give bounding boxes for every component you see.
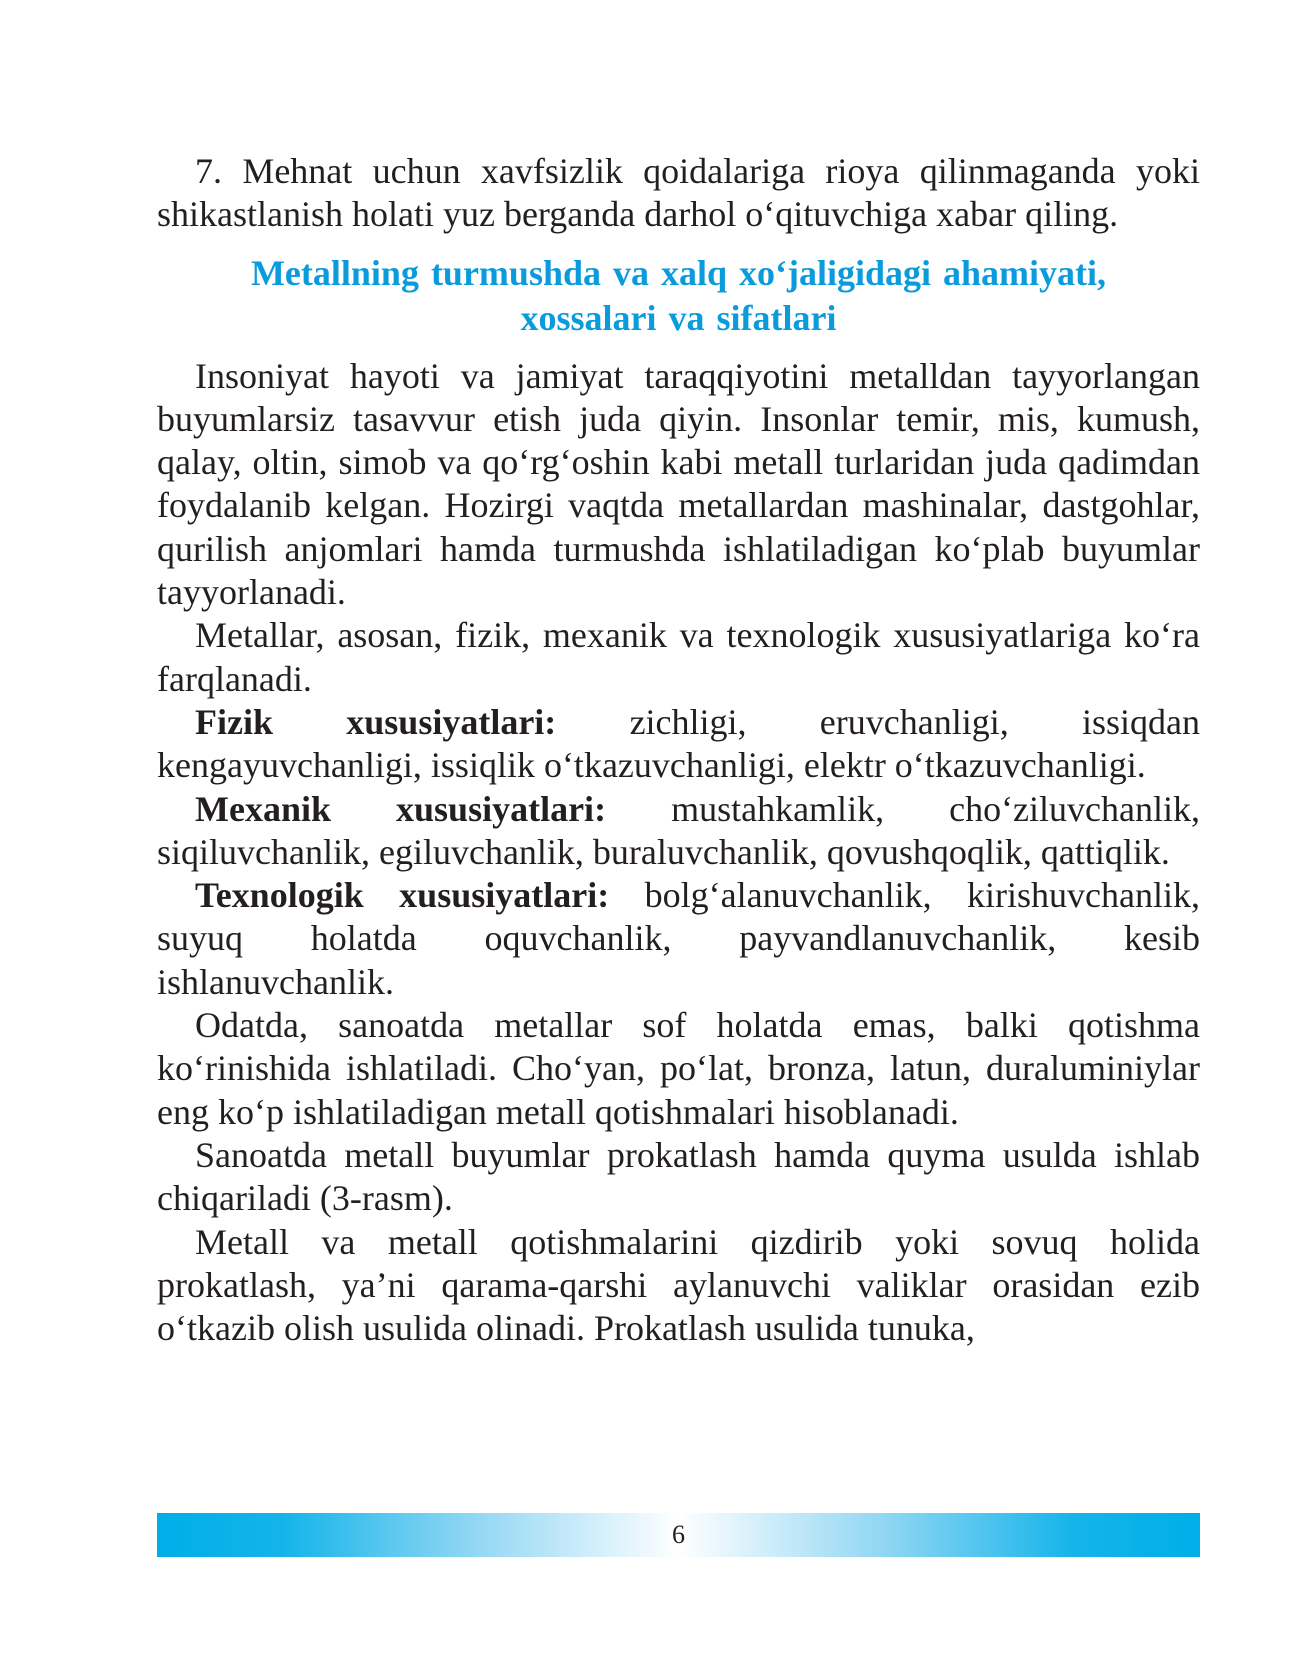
physical-properties-label: Fizik xususiyatlari: — [195, 701, 557, 742]
mechanical-properties-text: mustahkamlik, cho‘ziluvchanlik, siqiluvchanlik, egiluvchanlik, buraluvchanlik, qovushqoqlik, qattiqlik. — [157, 788, 1201, 872]
section-heading — [157, 251, 1200, 341]
section-heading-line-1: Metallning turmushda va xalq xo‘jaligidagi ahamiyati, — [250, 252, 1107, 293]
paragraph-alloys: Odatda, sanoatda metallar sof holatda emas, balki qotishma ko‘rinishida ishlatiladi. Cho‘yan, po‘lat, bronza, latun, duraluminiylar eng ko‘p ishlatiladigan metall qotishmalari hisoblanadi. — [157, 1005, 1200, 1132]
page-body — [157, 150, 1200, 1350]
paragraph-mechanical-properties — [157, 788, 1200, 875]
technological-properties-label: Texnologik xususiyatlari: — [195, 875, 610, 916]
paragraph-properties-overview: Metallar, asosan, fizik, mexanik va texnologik xususiyatlariga ko‘ra farqlanadi. — [157, 615, 1200, 699]
paragraph-technological-properties — [157, 874, 1200, 1004]
paragraph-production-methods: Sanoatda metall buyumlar prokatlash hamda quyma usulda ishlab chiqariladi (3-rasm). — [157, 1134, 1200, 1219]
section-heading-line-2: xossalari va sifatlari — [520, 297, 837, 338]
mechanical-properties-label: Mexanik xususiyatlari: — [195, 788, 607, 829]
paragraph-rolling: Metall va metall qotishmalarini qizdirib yoki sovuq holida prokatlash, ya’ni qarama-qarshi aylanuvchi valiklar orasidan ezib o‘tkazib olish usulida olinadi. Prokatlash usulida tunuka, — [157, 1221, 1200, 1349]
technological-properties-text: bolg‘alanuvchanlik, kirishuvchanlik, suyuq holatda oquvchanlik, payvandlanuvchanlik, kesib ishlanuvchanlik. — [157, 875, 1200, 1002]
page-number: 6 — [672, 1520, 685, 1549]
paragraph-intro-metals: Insoniyat hayoti va jamiyat taraqqiyotini metalldan tayyorlangan buyumlarsiz tasavvur etish juda qiyin. Insonlar temir, mis, kumush, qalay, oltin, simob va qo‘rg‘oshin kabi metall turlaridan juda qadimdan foydalanib kelgan. Hozirgi vaqtda metallardan mashinalar, dastgohlar, qurilish anjomlari hamda turmushda ishlatiladigan ko‘plab buyumlar tayyorlanadi. — [157, 355, 1200, 613]
footer-bar — [157, 1513, 1200, 1557]
paragraph-physical-properties — [157, 701, 1200, 788]
safety-rule-7: 7. Mehnat uchun xavfsizlik qoidalariga rioya qilinmaganda yoki shikastlanish holati yuz berganda darhol o‘qituvchiga xabar qiling. — [157, 151, 1200, 235]
physical-properties-text: zichligi, eruvchanligi, issiqdan kengayuvchanligi, issiqlik o‘tkazuvchanligi, elektr o‘tkazuvchanligi. — [157, 701, 1200, 786]
